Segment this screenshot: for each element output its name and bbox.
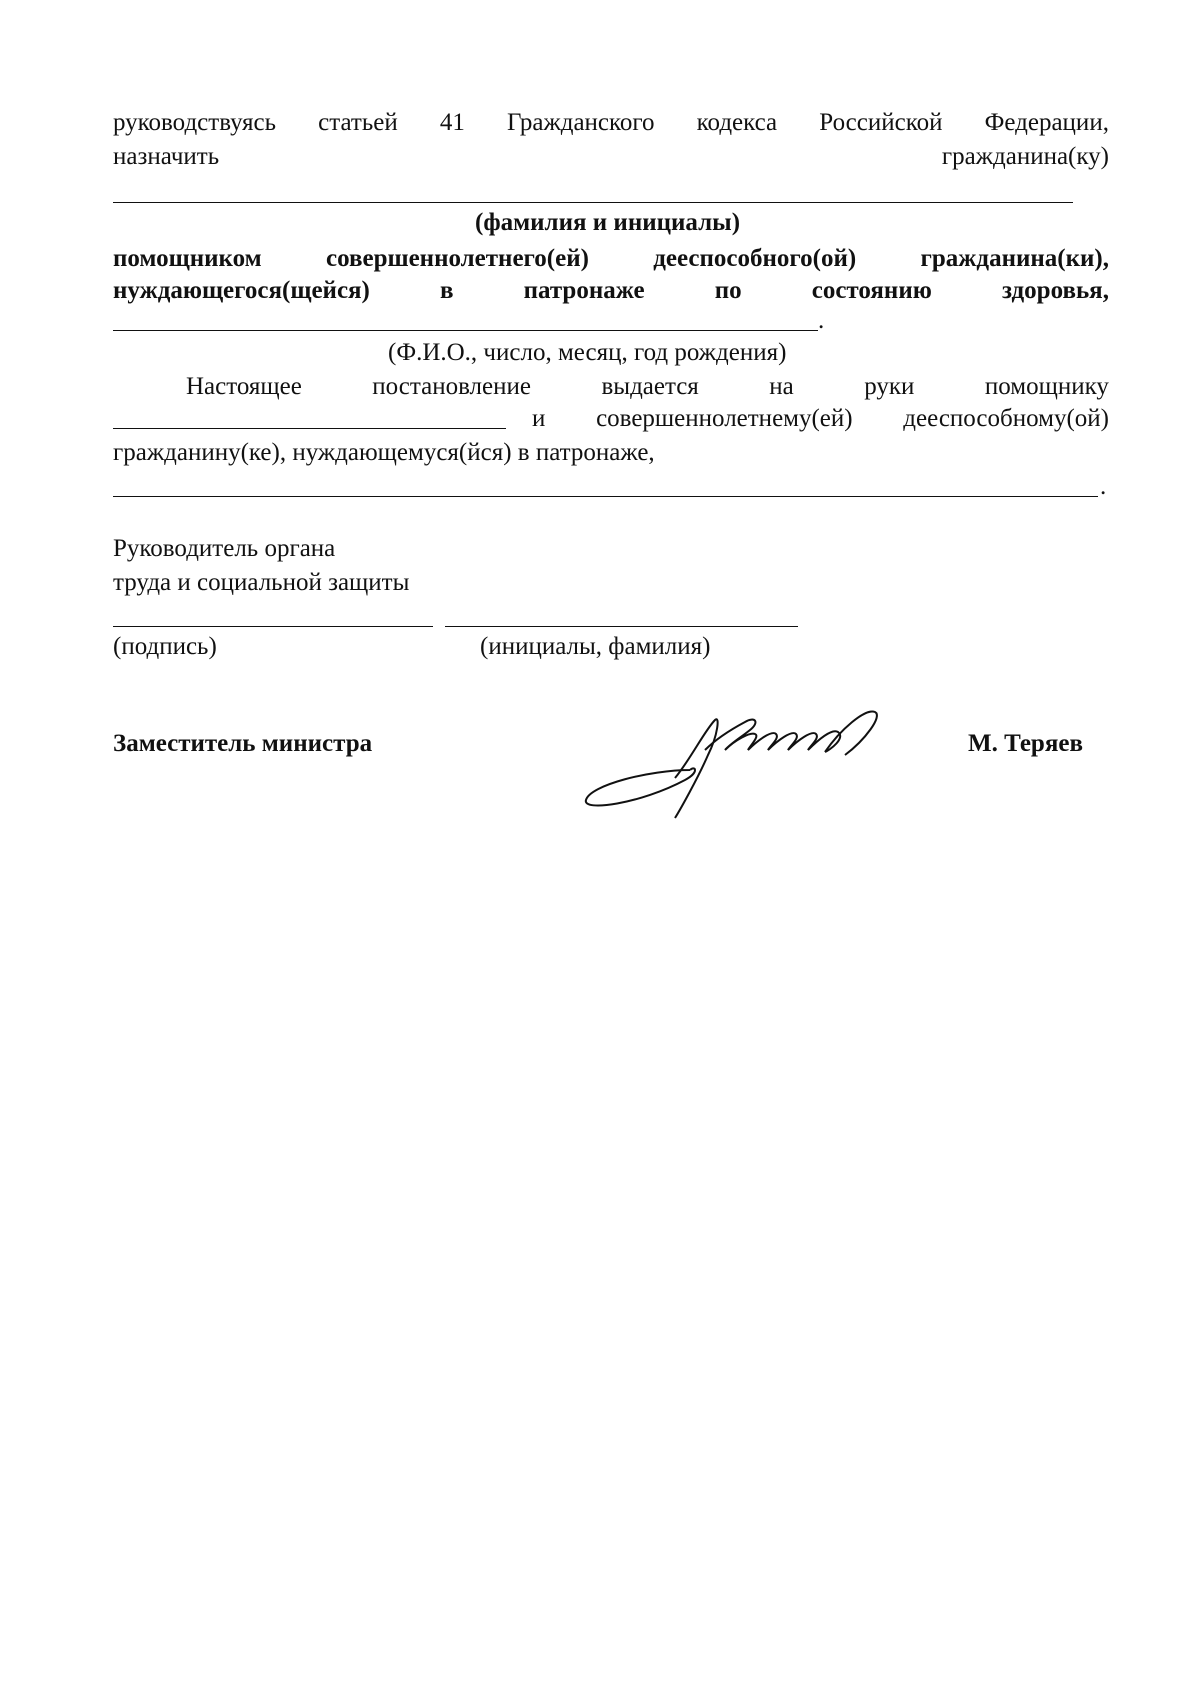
word: 41 (439, 109, 465, 136)
paragraph1-line1 (113, 108, 1109, 138)
fio-blank-line (113, 330, 818, 331)
footer-position: Заместитель министра (113, 730, 373, 757)
word: на (769, 373, 794, 400)
paragraph2-line2 (113, 276, 1109, 306)
paragraph3-line3: гражданину(ке), нуждающемуся(йся) в патронаже, (113, 439, 655, 466)
word: нуждающегося(щейся) (113, 277, 370, 304)
word: дееспособному(ой) (903, 405, 1109, 432)
word: помощнику (984, 373, 1109, 400)
word: выдается (601, 373, 699, 400)
footer-name: М. Теряев (968, 730, 1083, 757)
caption-name: (фамилия и инициалы) (475, 209, 741, 236)
word: статьей (318, 109, 398, 136)
word: постановление (372, 373, 531, 400)
recipient-blank-line (113, 496, 1098, 497)
word: и (532, 405, 546, 432)
word: руководствуясь (113, 109, 277, 136)
handwritten-signature-icon (580, 700, 890, 820)
fio-line-end: . (818, 307, 825, 334)
word: Федерации, (984, 109, 1109, 136)
word: совершеннолетнего(ей) (326, 245, 589, 272)
paragraph1-line2 (113, 142, 1109, 172)
word: гражданина(ки), (920, 245, 1109, 272)
word: состоянию (811, 277, 932, 304)
head-title-line2: труда и социальной защиты (113, 569, 410, 596)
signature-blank-line (113, 626, 433, 627)
caption-fio: (Ф.И.О., число, месяц, год рождения) (388, 339, 787, 366)
word: Настоящее (186, 373, 302, 400)
paragraph2-line1 (113, 244, 1109, 274)
assign-word: назначить (113, 143, 220, 170)
caption-initials: (инициалы, фамилия) (480, 633, 711, 660)
word: здоровья, (1001, 277, 1109, 304)
word: руки (864, 373, 915, 400)
word: кодекса (696, 109, 778, 136)
word: в (439, 277, 454, 304)
word: дееспособного(ой) (653, 245, 857, 272)
assistant-blank-line (113, 428, 506, 429)
paragraph3-line2 (532, 404, 1109, 434)
recipient-line-end: . (1100, 473, 1107, 500)
word: по (714, 277, 742, 304)
citizen-word: гражданина(ку) (941, 143, 1109, 170)
word: совершеннолетнему(ей) (596, 405, 853, 432)
word: помощником (113, 245, 262, 272)
word: патронаже (523, 277, 645, 304)
word: Российской (819, 109, 943, 136)
initials-blank-line (445, 626, 798, 627)
head-title-line1: Руководитель органа (113, 535, 336, 562)
caption-signature: (подпись) (113, 633, 217, 660)
word: Гражданского (506, 109, 655, 136)
name-blank-line (113, 202, 1073, 203)
paragraph3-line1 (186, 372, 1109, 402)
